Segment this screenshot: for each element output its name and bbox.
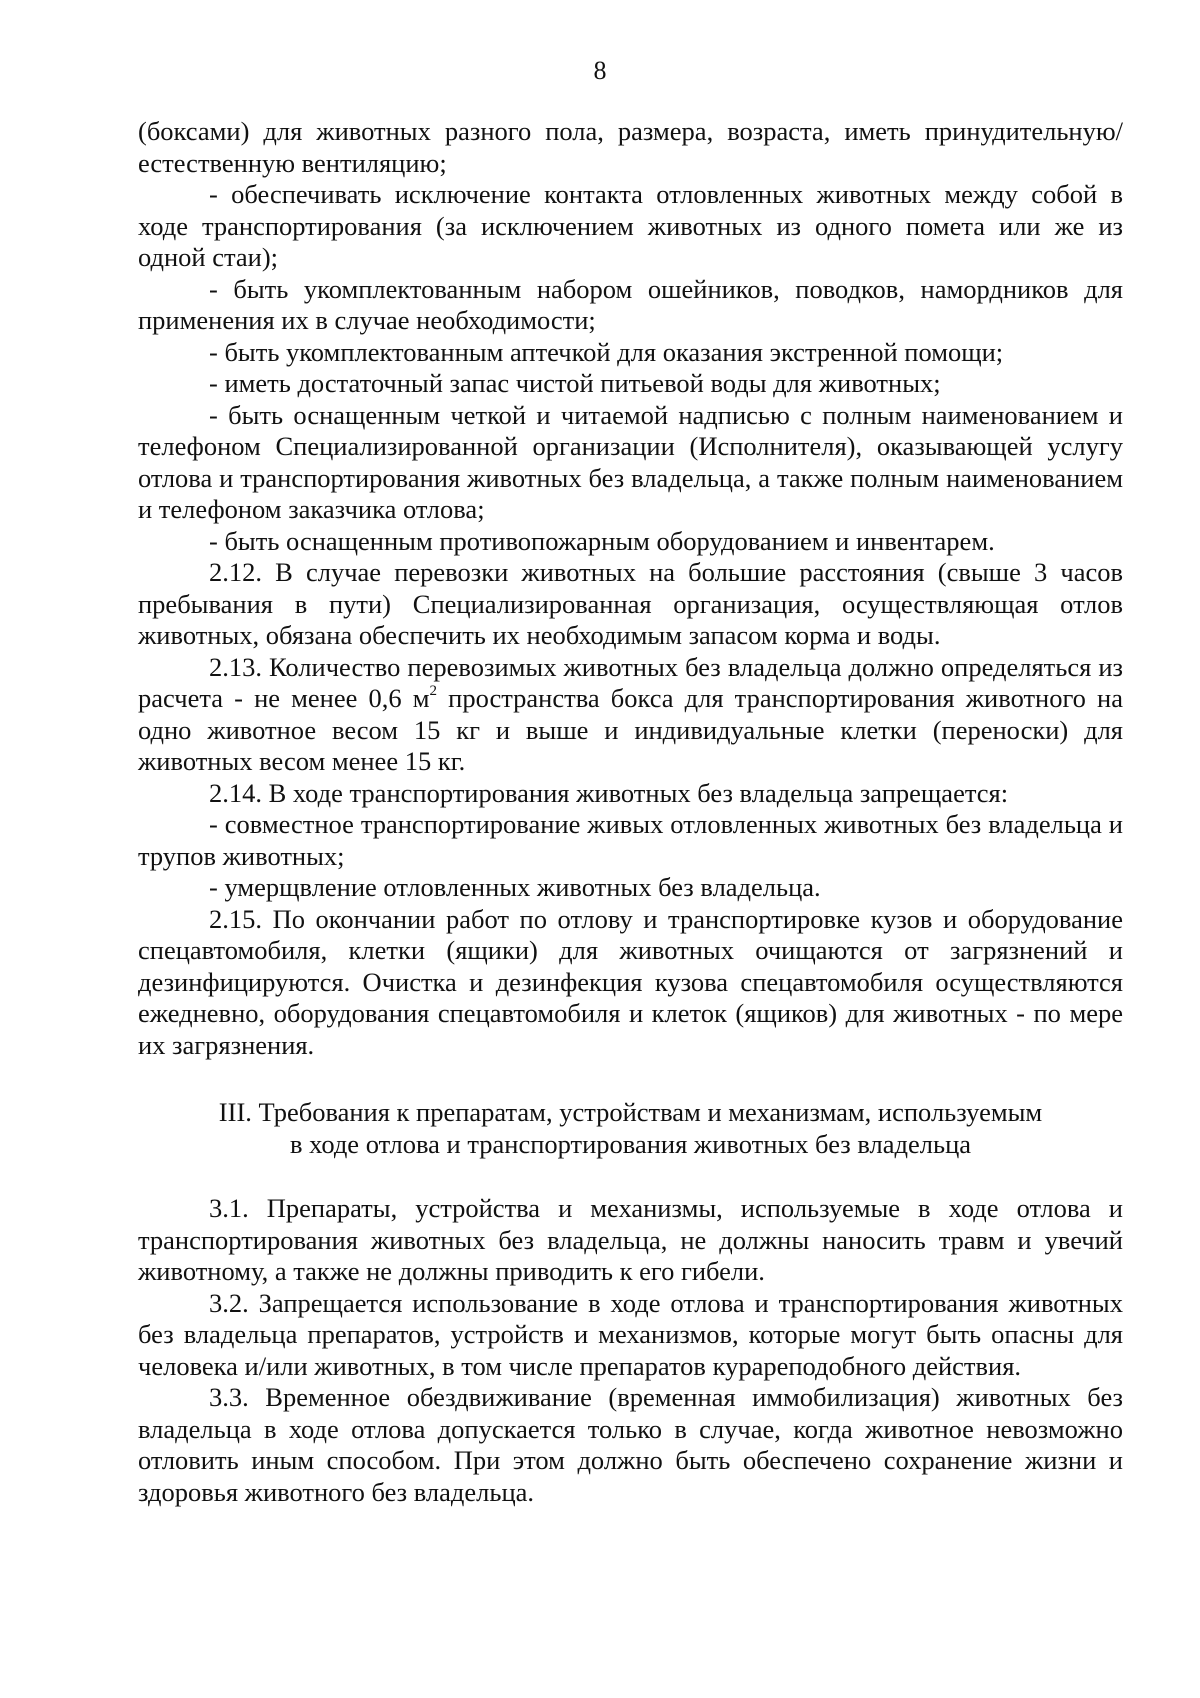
paragraph: - иметь достаточный запас чистой питьевой воды для животных; xyxy=(209,368,941,398)
paragraph-2-13-part-1: 2.13. Количество перевозимых животных без владельца должно определяться из расчета - не менее 0,6 м xyxy=(138,651,1123,713)
paragraph: - быть оснащенным четкой и читаемой надписью с полным наименованием и телефоном Специализированной организации (Исполнителя), оказывающей услугу отлова и транспортирования животных без владельца, а также полным наименованием и телефоном заказчика отлова; xyxy=(138,399,1123,524)
superscript: 2 xyxy=(429,683,438,699)
paragraph: - быть укомплектованным аптечкой для оказания экстренной помощи; xyxy=(209,336,1004,367)
paragraph: - совместное транспортирование живых отловленных животных без владельца и трупов животных; xyxy=(138,809,1123,871)
section-heading xyxy=(138,1097,1123,1160)
paragraph-2-13 xyxy=(138,652,1123,778)
paragraph: 2.12. В случае перевозки животных на большие расстояния (свыше 3 часов пребывания в пути) Специализированная организация, осуществляющая отлов животных, обязана обеспечить их необходимым запасом корма и воды. xyxy=(138,557,1123,650)
paragraph: 3.3. Временное обездвиживание (временная иммобилизация) животных без владельца в ходе отлова допускается только в случае, когда животное невозможно отловить иным способом. При этом должно быть обеспечено сохранение жизни и здоровья животного без владельца. xyxy=(138,1382,1123,1507)
document-body xyxy=(138,116,1123,1508)
paragraph: 2.14. В ходе транспортирования животных без владельца запрещается: xyxy=(209,777,1009,808)
page-number: 8 xyxy=(593,56,607,85)
paragraph: 3.2. Запрещается использование в ходе отлова и транспортирования животных без владельца препаратов, устройств и механизмов, которые могут быть опасны для человека и/или животных, в том числе препаратов курареподобного действия. xyxy=(138,1287,1123,1381)
paragraph: 2.15. По окончании работ по отлову и транспортировке кузов и оборудование спецавтомобиля, клетки (ящики) для животных очищаются от загрязнений и дезинфицируются. Очистка и дезинфекция кузова спецавтомобиля осуществляются ежедневно, оборудования спецавтомобиля и клеток (ящиков) для животных - по мере их загрязнения. xyxy=(138,903,1123,1060)
paragraph: - быть оснащенным противопожарным оборудованием и инвентарем. xyxy=(209,525,995,556)
paragraph: 3.1. Препараты, устройства и механизмы, используемые в ходе отлова и транспортирования животных без владельца, не должны наносить травм и увечий животному, а также не должны приводить к его гибели. xyxy=(138,1193,1123,1286)
paragraph: - быть укомплектованным набором ошейников, поводков, намордников для применения их в случае необходимости; xyxy=(138,273,1123,335)
paragraph: - обеспечивать исключение контакта отловленных животных между собой в ходе транспортирования (за исключением животных из одного помета или же из одной стаи); xyxy=(138,179,1123,272)
paragraph-2-13-part-2: пространства бокса для транспортирования животного на одно животное весом 15 кг и выше и индивидуальные клетки (переноски) для животных весом менее 15 кг. xyxy=(138,683,1124,776)
paragraph: - умерщвление отловленных животных без владельца. xyxy=(209,872,821,902)
paragraph: (боксами) для животных разного пола, размера, возраста, иметь принудительную/естественную вентиляцию; xyxy=(138,116,1123,178)
section-heading-line-1: III. Требования к препаратам, устройствам и механизмам, используемым xyxy=(218,1097,1043,1127)
section-heading-line-2: в ходе отлова и транспортирования животных без владельца xyxy=(289,1128,972,1159)
